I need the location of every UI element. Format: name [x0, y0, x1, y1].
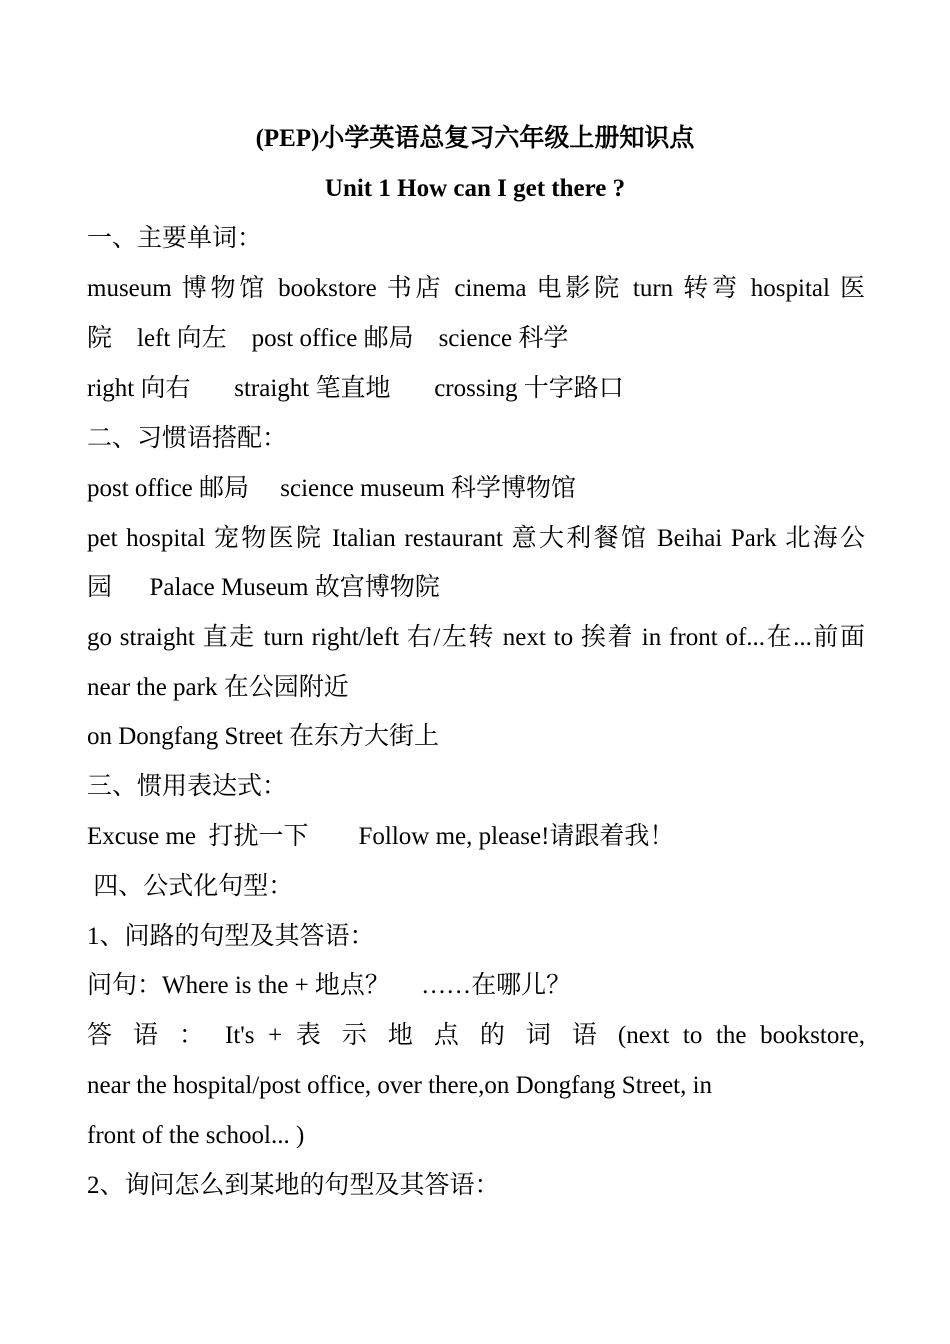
phrases-line-1: post office 邮局 science museum 科学博物馆 — [87, 475, 577, 502]
words-heading: 一、主要单词： — [87, 225, 263, 252]
phrases-line-3: 园 Palace Museum 故宫博物院 — [87, 574, 440, 601]
phrases-line-6: on Dongfang Street 在东方大街上 — [87, 723, 440, 750]
phrases-line-5: near the park 在公园附近 — [87, 674, 349, 701]
phrases-heading: 二、习惯语搭配： — [87, 425, 288, 452]
pattern1-answer-line-3: front of the school... ) — [87, 1122, 305, 1149]
words-line-3: right 向右 straight 笔直地 crossing 十字路口 — [87, 375, 624, 402]
document-title: (PEP)小学英语总复习六年级上册知识点 — [255, 125, 695, 152]
phrases-line-2: pet hospital 宠物医院 Italian restaurant 意大利餐馆 Beihai Park 北海公 — [87, 525, 865, 552]
patterns-heading: 四、公式化句型： — [87, 873, 294, 900]
pattern1-answer-line-1: 答 语 ： It's + 表 示 地 点 的 词 语 (next to the bookstore, — [87, 1022, 865, 1049]
expressions-line-1: Excuse me 打扰一下 Follow me, please!请跟着我！ — [87, 823, 675, 850]
pattern1-heading: 1、问路的句型及其答语： — [87, 923, 375, 950]
pattern1-answer-line-2: near the hospital/post office, over there,on Dongfang Street, in — [87, 1072, 713, 1099]
pattern2-heading: 2、询问怎么到某地的句型及其答语： — [87, 1172, 500, 1199]
expressions-heading: 三、惯用表达式： — [87, 773, 288, 800]
words-line-2: 院 left 向左 post office 邮局 science 科学 — [87, 325, 569, 352]
words-line-1: museum 博物馆 bookstore 书店 cinema 电影院 turn 转弯 hospital 医 — [87, 275, 865, 302]
unit-heading: Unit 1 How can I get there ? — [324, 175, 626, 202]
phrases-line-4: go straight 直走 turn right/left 右/左转 next to 挨着 in front of...在...前面 — [87, 624, 865, 651]
pattern1-question: 问句：Where is the + 地点？ ……在哪儿？ — [87, 972, 572, 999]
